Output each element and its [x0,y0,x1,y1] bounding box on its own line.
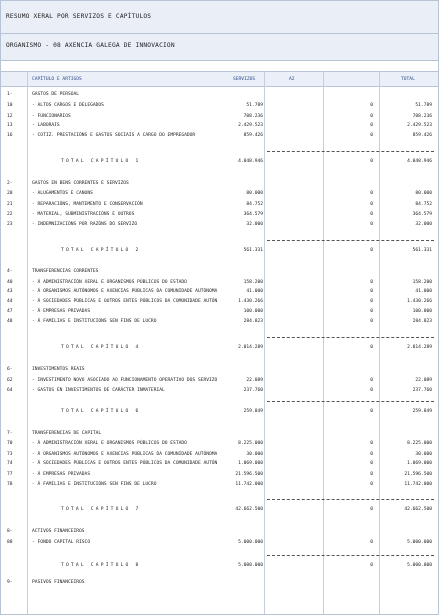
a2-value: 0 [370,309,373,314]
services-value: 42.662.500 [235,507,263,512]
chapter-total-row [1,563,438,573]
a2-value: 0 [370,103,373,108]
a2-value: 0 [370,123,373,128]
row-code: 77 [7,472,13,477]
chapter-heading-row [1,431,438,441]
services-value: 5.000.000 [238,563,263,568]
total-value: 84.752 [415,202,432,207]
col-services: SERVIZOS [233,77,256,82]
row-code: 22 [7,212,13,217]
row-code: 70 [7,441,13,446]
total-label: TOTAL CAPÍTULO 7 [61,507,141,512]
row-description: - ALUGAMENTOS E CANONS [32,191,93,196]
services-value: 11.742.000 [235,482,263,487]
total-label: TOTAL CAPÍTULO 8 [61,563,141,568]
a2-value: 0 [370,280,373,285]
total-value: 859.426 [412,133,432,138]
services-value: 364.579 [243,212,263,217]
services-value: 5.000.000 [238,540,263,545]
col-chapter-article: CAPÍTULO E ARTIGOS [32,77,82,82]
table-row [1,202,438,212]
row-code: 20 [7,191,13,196]
row-description: - FUNCIONARIOS [32,114,71,119]
row-code: 64 [7,388,13,393]
total-value: 561.331 [412,248,432,253]
table-row [1,540,438,550]
table-row [1,222,438,232]
services-value: 32.000 [246,222,263,227]
table-row [1,441,438,451]
chapter-total-row [1,409,438,419]
a2-value: 0 [370,114,373,119]
row-code: 43 [7,289,13,294]
chapter-total-row [1,159,438,169]
subtotal-divider [267,555,434,556]
services-value: 237.760 [243,388,263,393]
row-description: - Á FAMILIAS E INSTITUCIÓNS SEN FINS DE LUCRO [32,482,157,487]
row-code: 78 [7,482,13,487]
total-value: 21.596.500 [404,472,432,477]
row-description: INVESTIMENTOS REAIS [32,367,85,372]
table-row [1,319,438,329]
row-description: TRANSFERENCIAS CORRENTES [32,269,99,274]
services-value: 2.429.523 [238,123,263,128]
table-row [1,388,438,398]
row-code: 74 [7,461,13,466]
services-value: 708.236 [243,114,263,119]
services-value: 4.048.946 [238,159,263,164]
row-description: - COTIZ. PRESTACIÓNS E GASTOS SOCIAIS A CARGO DO EMPREGADOR [32,133,196,138]
a2-value: 0 [370,212,373,217]
chapter-heading-row [1,92,438,102]
services-value: 259.849 [243,409,263,414]
table-row [1,103,438,113]
a2-value: 0 [370,461,373,466]
row-description: - LABORAIS [32,123,60,128]
a2-value: 0 [370,409,373,414]
a2-value: 0 [370,452,373,457]
a2-value: 0 [370,299,373,304]
total-value: 259.849 [412,409,432,414]
a2-value: 0 [370,540,373,545]
chapter-total-row [1,248,438,258]
row-description: - Á ORGANISMOS AUTÓNOMOS E AXENCIAS PÚBLICAS DA COMUNIDADE AUTÓNOMA [32,452,218,457]
row-code: 12 [7,114,13,119]
total-label: TOTAL CAPÍTULO 1 [61,159,141,164]
total-label: TOTAL CAPÍTULO 2 [61,248,141,253]
row-description: - ALTOS CARGOS E DELEGADOS [32,103,104,108]
row-description: - Á SOCIEDADES PÚBLICAS E OUTROS ENTES PÚBLICOS DA COMUNIDADE AUTÓN [32,299,218,304]
row-code: 44 [7,299,13,304]
services-value: 1.430.266 [238,299,263,304]
total-value: 708.236 [412,114,432,119]
row-code: 16 [7,133,13,138]
table-row [1,461,438,471]
chapter-heading-row [1,580,438,590]
row-code: 47 [7,309,13,314]
row-code: 7- [7,431,13,436]
total-value: 237.760 [412,388,432,393]
total-value: 51.789 [415,103,432,108]
chapter-total-row [1,507,438,517]
row-code: 62 [7,378,13,383]
row-code: 23 [7,222,13,227]
chapter-heading-row [1,529,438,539]
subtotal-divider [267,337,434,338]
subtotal-divider [267,499,434,500]
total-label: TOTAL CAPÍTULO 4 [61,345,141,350]
a2-value: 0 [370,472,373,477]
table-row [1,299,438,309]
total-value: 11.742.000 [404,482,432,487]
total-value: 80.000 [415,191,432,196]
table-row [1,123,438,133]
total-value: 284.823 [412,319,432,324]
row-code: 6- [7,367,13,372]
row-code: 10 [7,103,13,108]
a2-value: 0 [370,388,373,393]
total-value: 1.430.266 [407,299,432,304]
row-description: - Á ADMINISTRACIÓN XERAL E ORGANISMOS PÚBLICOS DO ESTADO [32,441,187,446]
table-row [1,472,438,482]
subtotal-divider [267,401,434,402]
chapter-heading-row [1,269,438,279]
row-code: 2- [7,181,13,186]
a2-value: 0 [370,289,373,294]
row-code: 1- [7,92,13,97]
a2-value: 0 [370,222,373,227]
row-description: ACTIVOS FINANCEIROS [32,529,85,534]
row-description: - GASTOS EN INVESTIMENTOS DE CARÁCTER INMATERIAL [32,388,165,393]
row-description: PASIVOS FINANCEIROS [32,580,85,585]
organism-bar [1,34,438,61]
total-value: 5.000.000 [407,540,432,545]
services-value: 80.000 [246,191,263,196]
chapter-heading-row [1,367,438,377]
services-value: 2.014.289 [238,345,263,350]
table-row [1,133,438,143]
table-row [1,212,438,222]
row-code: 73 [7,452,13,457]
a2-value: 0 [370,248,373,253]
row-code: 21 [7,202,13,207]
table-row [1,378,438,388]
row-description: - INVESTIMENTO NOVO ASOCIADO AO FUNCIONAMENTO OPERATIVO DOS SERVIZO [32,378,218,383]
a2-value: 0 [370,191,373,196]
services-value: 30.000 [246,452,263,457]
row-code: 88 [7,540,13,545]
total-value: 158.200 [412,280,432,285]
a2-value: 0 [370,482,373,487]
row-code: 40 [7,280,13,285]
row-description: - FONDO CAPITAL RISCO [32,540,91,545]
total-value: 1.069.000 [407,461,432,466]
subtotal-divider [267,151,434,152]
row-code: 9- [7,580,13,585]
services-value: 21.596.500 [235,472,263,477]
a2-value: 0 [370,133,373,138]
services-value: 859.426 [243,133,263,138]
services-value: 284.823 [243,319,263,324]
services-value: 8.225.000 [238,441,263,446]
services-value: 22.089 [246,378,263,383]
services-value: 84.752 [246,202,263,207]
a2-value: 0 [370,378,373,383]
row-description: - Á ORGANISMOS AUTÓNOMOS E AXENCIAS PÚBLICAS DA COMUNIDADE AUTÓNOMA [32,289,218,294]
total-value: 364.579 [412,212,432,217]
row-description: - REPARACIÓNS, MANTEMENTO E CONSERVACIÓN [32,202,143,207]
col-total: TOTAL [401,77,415,82]
row-code: 13 [7,123,13,128]
table-row [1,191,438,201]
col-a2: A2 [289,77,295,82]
a2-value: 0 [370,202,373,207]
total-value: 22.089 [415,378,432,383]
row-code: 8- [7,529,13,534]
a2-value: 0 [370,507,373,512]
total-value: 8.225.000 [407,441,432,446]
row-description: - INDEMNIZACIÓNS POR RAZÓNS DO SERVIZO [32,222,138,227]
row-description: - Á EMPRESAS PRIVADAS [32,472,91,477]
a2-value: 0 [370,441,373,446]
total-value: 4.048.946 [407,159,432,164]
total-value: 2.429.523 [407,123,432,128]
a2-value: 0 [370,563,373,568]
organism-name: ORGANISMO - 08 AXENCIA GALEGA DE INNOVACION [6,42,175,49]
column-header [1,71,438,87]
row-description: - Á ADMINISTRACIÓN XERAL E ORGANISMOS PÚBLICOS DO ESTADO [32,280,187,285]
total-value: 42.662.500 [404,507,432,512]
total-value: 32.000 [415,222,432,227]
row-description: GASTOS DE PERSOAL [32,92,80,97]
services-value: 158.200 [243,280,263,285]
table-row [1,309,438,319]
row-code: 48 [7,319,13,324]
row-description: TRANSFERENCIAS DE CAPITAL [32,431,102,436]
row-description: - Á FAMILIAS E INSTITUCIÓNS SEN FINS DE LUCRO [32,319,157,324]
report-title: RESUMO XERAL POR SERVIZOS E CAPÍTULOS [6,13,152,20]
total-value: 30.000 [415,452,432,457]
row-description: - Á EMPRESAS PRIVADAS [32,309,91,314]
table-row [1,482,438,492]
report-title-bar [1,1,438,34]
subtotal-divider [267,240,434,241]
services-value: 1.069.000 [238,461,263,466]
a2-value: 0 [370,319,373,324]
services-value: 100.000 [243,309,263,314]
total-value: 41.000 [415,289,432,294]
row-description: - Á SOCIEDADES PÚBLICAS E OUTROS ENTES PÚBLICOS DA COMUNIDADE AUTÓN [32,461,218,466]
row-description: - MATERIAL, SUBMINISTRACIÓNS E OUTROS [32,212,135,217]
row-description: GASTOS EN BENS CORRENTES E SERVIZOS [32,181,129,186]
chapter-heading-row [1,181,438,191]
services-value: 41.000 [246,289,263,294]
chapter-total-row [1,345,438,355]
a2-value: 0 [370,159,373,164]
row-code: 4- [7,269,13,274]
services-value: 51.789 [246,103,263,108]
total-value: 100.000 [412,309,432,314]
table-row [1,289,438,299]
a2-value: 0 [370,345,373,350]
total-value: 5.000.000 [407,563,432,568]
total-label: TOTAL CAPÍTULO 6 [61,409,141,414]
total-value: 2.014.289 [407,345,432,350]
services-value: 561.331 [243,248,263,253]
